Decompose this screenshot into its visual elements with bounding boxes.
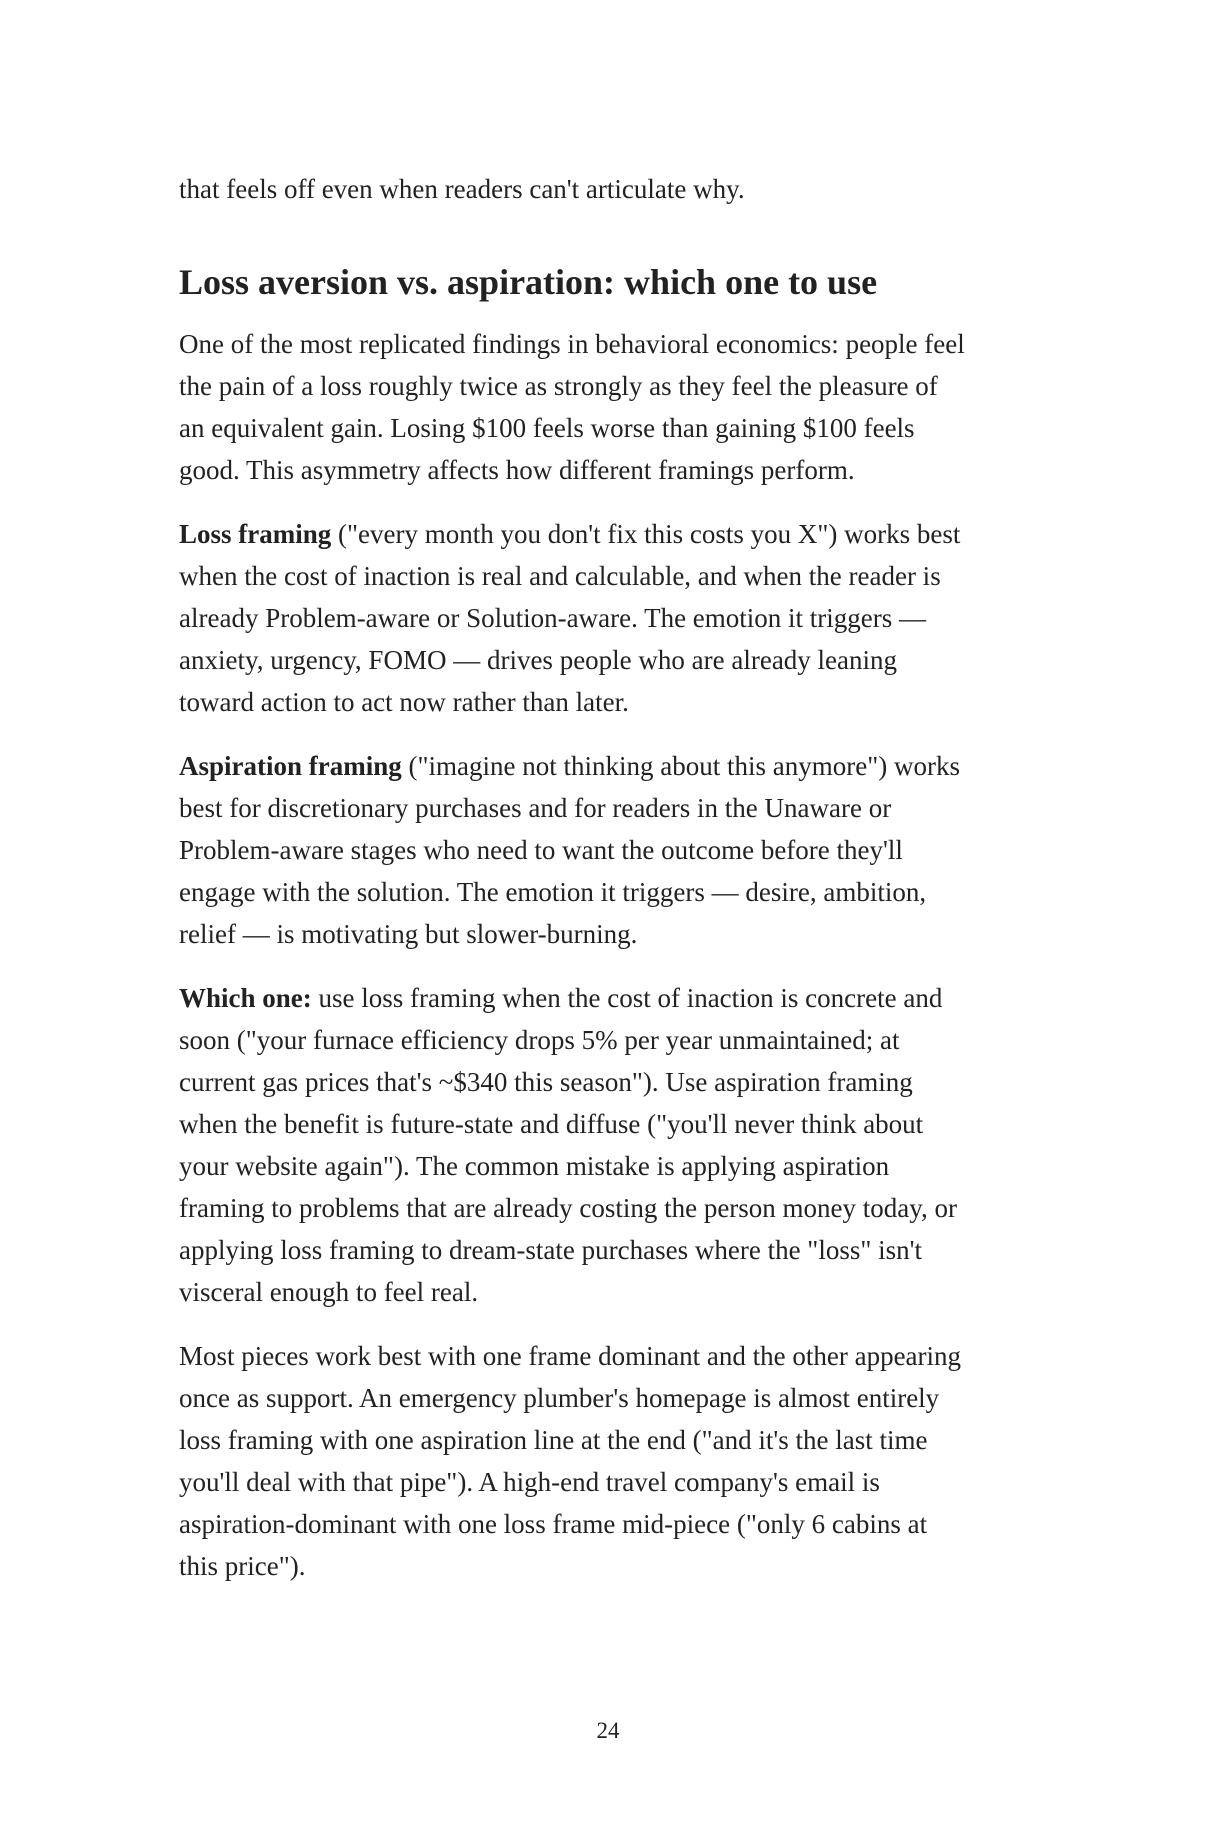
paragraph-line bbox=[179, 745, 1059, 787]
paragraph-line: visceral enough to feel real. bbox=[179, 1277, 479, 1307]
paragraph-which-one bbox=[179, 977, 1059, 1313]
paragraph-aspiration-framing bbox=[179, 745, 1059, 955]
paragraph-loss-framing bbox=[179, 513, 1059, 723]
paragraph-line: good. This asymmetry affects how different framings perform. bbox=[179, 455, 855, 485]
paragraph-line-text: ("every month you don't fix this costs you X") works best bbox=[331, 519, 961, 549]
paragraph-line bbox=[179, 977, 1059, 1019]
paragraph-line: relief — is motivating but slower-burning. bbox=[179, 919, 638, 949]
paragraph-line: the pain of a loss roughly twice as strongly as they feel the pleasure of bbox=[179, 371, 938, 401]
paragraph-line: anxiety, urgency, FOMO — drives people who are already leaning bbox=[179, 645, 898, 675]
paragraph-line: you'll deal with that pipe"). A high-end travel company's email is bbox=[179, 1467, 880, 1497]
paragraph-line: framing to problems that are already costing the person money today, or bbox=[179, 1193, 958, 1223]
paragraph-line: this price"). bbox=[179, 1551, 306, 1581]
paragraph-line: already Problem-aware or Solution-aware. The emotion it triggers — bbox=[179, 603, 927, 633]
paragraph-line: engage with the solution. The emotion it triggers — desire, ambition, bbox=[179, 877, 927, 907]
paragraph-line: One of the most replicated findings in behavioral economics: people feel bbox=[179, 329, 965, 359]
paragraph-line: an equivalent gain. Losing $100 feels worse than gaining $100 feels bbox=[179, 413, 915, 443]
section-body bbox=[179, 323, 1059, 1609]
paragraph-line bbox=[179, 513, 1059, 555]
paragraph-line: current gas prices that's ~$340 this season"). Use aspiration framing bbox=[179, 1067, 913, 1097]
paragraph-line: when the benefit is future-state and diffuse ("you'll never think about bbox=[179, 1109, 924, 1139]
paragraph-line-text: ("imagine not thinking about this anymore") works bbox=[401, 751, 960, 781]
section-heading: Loss aversion vs. aspiration: which one to use bbox=[179, 262, 878, 302]
paragraph-line: Most pieces work best with one frame dominant and the other appearing bbox=[179, 1341, 962, 1371]
paragraph-line: toward action to act now rather than later. bbox=[179, 687, 629, 717]
paragraph-line: once as support. An emergency plumber's homepage is almost entirely bbox=[179, 1383, 940, 1413]
paragraph-line: applying loss framing to dream-state purchases where the "loss" isn't bbox=[179, 1235, 922, 1265]
paragraph-line: soon ("your furnace efficiency drops 5% per year unmaintained; at bbox=[179, 1025, 900, 1055]
paragraph-line-text: use loss framing when the cost of inaction is concrete and bbox=[311, 983, 943, 1013]
page-number: 24 bbox=[596, 1718, 620, 1743]
term-loss-framing: Loss framing bbox=[179, 519, 332, 549]
term-which-one: Which one: bbox=[179, 983, 312, 1013]
paragraph-loss-aversion-intro bbox=[179, 323, 1059, 491]
paragraph-line: when the cost of inaction is real and calculable, and when the reader is bbox=[179, 561, 941, 591]
paragraph-line: Problem-aware stages who need to want the outcome before they'll bbox=[179, 835, 903, 865]
paragraph-line: aspiration-dominant with one loss frame mid-piece ("only 6 cabins at bbox=[179, 1509, 928, 1539]
term-aspiration-framing: Aspiration framing bbox=[179, 751, 402, 781]
paragraph-line: your website again"). The common mistake is applying aspiration bbox=[179, 1151, 890, 1181]
continuation-text: that feels off even when readers can't articulate why. bbox=[179, 174, 745, 204]
paragraph-dominant-frame bbox=[179, 1335, 1059, 1587]
paragraph-line: best for discretionary purchases and for readers in the Unaware or bbox=[179, 793, 892, 823]
paragraph-line: loss framing with one aspiration line at the end ("and it's the last time bbox=[179, 1425, 928, 1455]
